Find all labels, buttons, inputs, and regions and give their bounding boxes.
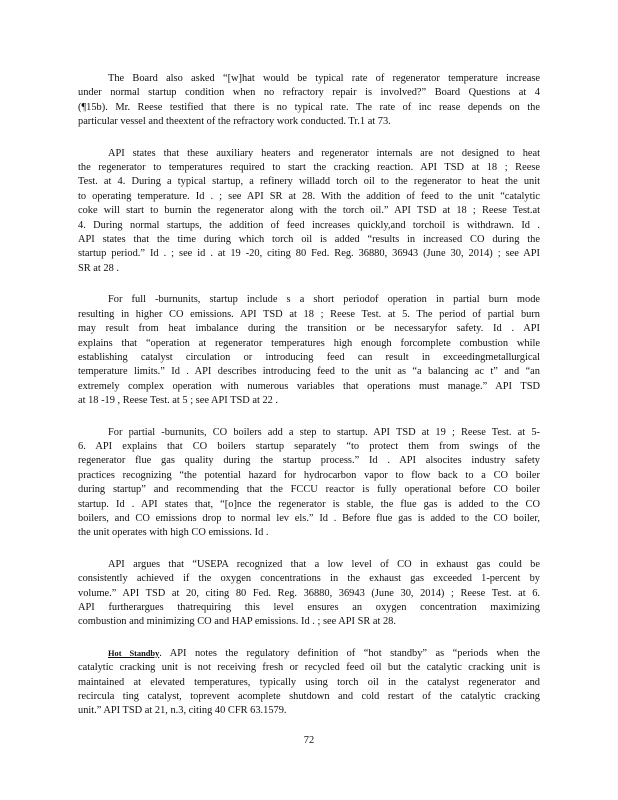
text-line: extremely complex operation with numerous variables that operations must manage.” API TSD [78,380,540,392]
text-line: coke will start to burnin the regenerator along with the torch oil.” API TSD at 18 ; Reese Test.at [78,205,540,217]
text-line: (¶15b). Mr. Reese testified that there is no typical rate. The rate of inc rease depends on the [78,101,540,113]
text-line: catalytic cracking unit is not receiving fresh or recycled feed oil but the catalytic cracking unit is [78,662,540,674]
text-line: 4. During normal startups, the addition of feed increases quickly,and torchoil is withdrawn. Id . [78,219,540,231]
text-line: API furtherargues thatrequiring this level ensures an oxygen concentration maximizing [78,602,540,613]
text-line: unit.” API TSD at 21, n.3, citing 40 CFR 63.1579. [78,705,287,717]
text-line: maintained at elevated temperatures, typically using torch oil in the catalyst regenerator and [78,676,540,688]
text-line: to operating temperature. Id . ; see API SR at 28. With the addition of feed to the unit “catalytic [78,190,540,202]
text-line: Test. at 4. During a typical startup, a refinery willadd torch oil to the regenerator to heat the unit [78,176,540,188]
text-line: 6. API explains that CO boilers startup separately “to protect them from swings of the [78,440,540,452]
text-line: practices recognizing “the potential hazard for hydrocarbon vapor to flow back to a CO boiler [78,469,540,481]
text-line: the regenerator to temperatures required to start the cracking reaction. API TSD at 18 ; Reese [78,162,540,174]
text-line: at 18 -19 , Reese Test. at 5 ; see API TSD at 22 . [78,395,279,407]
text-line: API states that the time during which torch oil is added “results in increased CO during the [78,234,540,246]
text-line: consistently achieved if the oxygen concentrations in the exhaust gas exceeded 1-percent by [78,573,540,585]
section-heading-hot-standby: Hot Standby [108,648,160,658]
text-line: API argues that “USEPA recognized that a low level of CO in exhaust gas could be [108,558,540,570]
text-line: boilers, and CO emissions drop to normal lev els.” Id . Before flue gas is added to the CO boiler, [78,512,540,524]
text-line: temperature limits.” Id . API describes introducing feed to the unit as “a balancing ac t” and “an [78,366,540,378]
text-line: startup. Id . API states that, “[o]nce the regenerator is stable, the flue gas is added to the CO [78,498,540,510]
paragraph-usepa-co-level [78,558,540,630]
text-line: establishing catalyst circulation or introducing feed can result in exceedingmetallurgical [78,351,540,363]
text-line: volume.” API TSD at 20, citing 80 Fed. Reg. 36880, 36943 (June 30, 2014) ; Reese Test. at 6. [78,587,540,599]
text-line: For full -burnunits, startup include s a short periodof operation in partial burn mode [108,294,540,306]
paragraph-auxiliary-heaters [78,147,540,277]
text-line-continuation: . API notes the regulatory definition of “hot standby” as “periods when the [159,647,540,659]
paragraph-full-burn-units [78,293,540,408]
paragraph-partial-burn-units [78,426,540,541]
text-line [78,647,540,661]
text-line: API states that these auxiliary heaters and regenerator internals are not designed to heat [108,147,540,159]
page-number: 72 [303,735,315,746]
text-line: resulting in higher CO emissions. API TSD at 18 ; Reese Test. at 5. The period of partial burn [78,308,540,320]
text-line: regenerator flue gas quality during the startup process.” Id . API alsocites industry safety [78,455,540,467]
text-line: particular vessel and theextent of the refractory work conducted. Tr.1 at 73. [78,116,391,128]
text-line: the unit operates with high CO emissions. Id . [78,527,269,539]
text-line: under normal startup condition when no refractory repair is involved?” Board Questions at 4 [78,87,540,99]
paragraph-hot-standby [78,647,540,719]
text-line: explains that “operation at regenerator temperatures high enough forcomplete combustion while [78,337,540,349]
text-line: during startup” and recommending that the FCCU reactor is fully operational before CO boiler [78,484,540,496]
text-line: The Board also asked “[w]hat would be typical rate of regenerator temperature increase [108,73,540,84]
text-line: startup period.” Id . ; see id . at 19 -20, citing 80 Fed. Reg. 36880, 36943 (June 30, 2014) ; see API [78,248,540,260]
text-line: For partial -burnunits, CO boilers add a step to startup. API TSD at 19 ; Reese Test. at 5- [108,426,540,438]
text-line: combustion and minimizing CO and HAP emissions. Id . ; see API SR at 28. [78,616,396,628]
text-line: may result from heat imbalance during the transition or be necessaryfor safety. Id . API [78,323,540,335]
paragraph-board-question [78,72,540,130]
text-line: recircula ting catalyst, toprevent acomplete shutdown and cold restart of the catalytic cracking [78,691,540,703]
text-line: SR at 28 . [78,262,119,274]
